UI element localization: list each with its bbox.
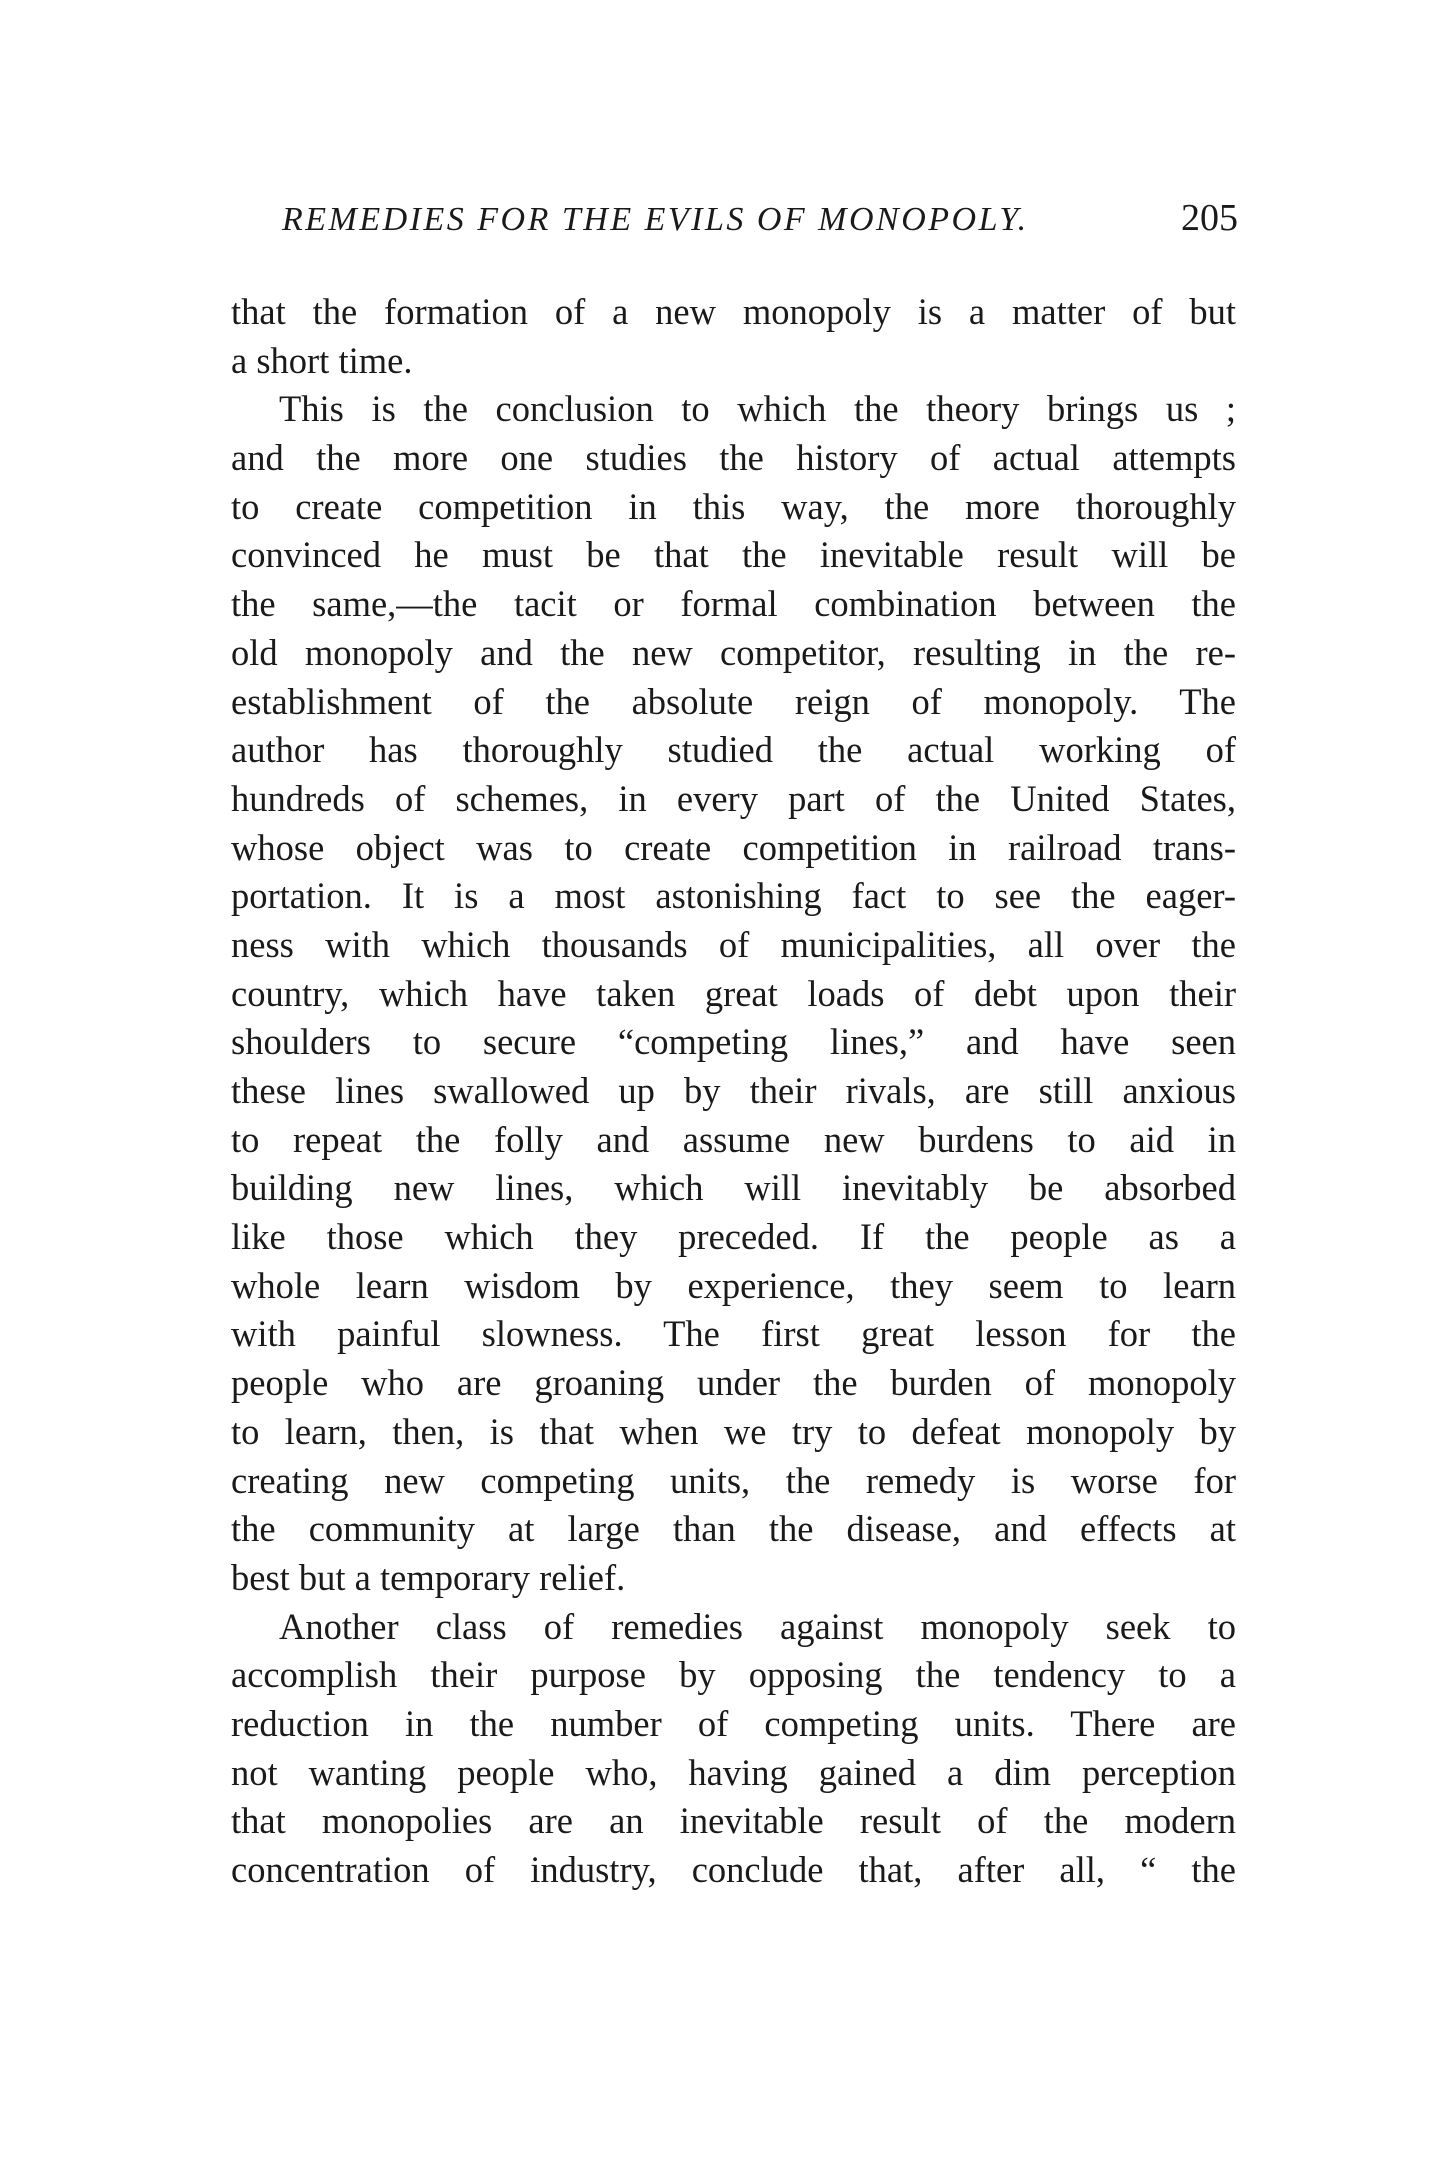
text-line: to learn, then, is that when we try to defeat monopoly by: [231, 1410, 1236, 1452]
running-header: [282, 196, 1238, 240]
text-line: to repeat the folly and assume new burdens to aid in: [231, 1118, 1236, 1160]
text-line: author has thoroughly studied the actual working of: [231, 729, 1236, 771]
text-line: whose object was to create competition in railroad trans-: [231, 826, 1236, 868]
text-line: these lines swallowed up by their rivals, are still anxious: [231, 1070, 1236, 1111]
text-line: country, which have taken great loads of debt upon their: [231, 972, 1236, 1014]
text-line: building new lines, which will inevitably be absorbed: [231, 1167, 1236, 1209]
text-line: establishment of the absolute reign of monopoly. The: [231, 680, 1236, 722]
text-line: like those which they preceded. If the people as a: [231, 1216, 1236, 1258]
text-line: creating new competing units, the remedy is worse for: [231, 1459, 1236, 1501]
text-line: to create competition in this way, the more thoroughly: [231, 485, 1236, 527]
text-line: best but a temporary relief.: [231, 1556, 626, 1598]
text-line: convinced he must be that the inevitable result will be: [231, 534, 1236, 576]
text-line: reduction in the number of competing units. There are: [231, 1702, 1236, 1744]
text-line: This is the conclusion to which the theory brings us ;: [279, 388, 1236, 430]
text-line: portation. It is a most astonishing fact to see the eager-: [231, 875, 1236, 917]
text-line: with painful slowness. The first great lesson for the: [231, 1313, 1236, 1355]
text-line: shoulders to secure “competing lines,” and have seen: [231, 1021, 1236, 1063]
text-line: ness with which thousands of municipalities, all over the: [231, 923, 1236, 965]
page-number: 205: [1181, 197, 1238, 239]
text-line: Another class of remedies against monopoly seek to: [279, 1605, 1236, 1647]
text-line: that the formation of a new monopoly is a matter of but: [231, 291, 1236, 332]
body-text: [231, 288, 1236, 1895]
text-line: old monopoly and the new competitor, resulting in the re-: [231, 631, 1236, 673]
text-line: people who are groaning under the burden of monopoly: [231, 1362, 1236, 1404]
text-line: the same,—the tacit or formal combination between the: [231, 583, 1236, 625]
text-line: a short time.: [231, 339, 413, 381]
text-line: the community at large than the disease, and effects at: [231, 1508, 1236, 1550]
text-line: not wanting people who, having gained a dim perception: [231, 1751, 1236, 1793]
text-line: hundreds of schemes, in every part of the United States,: [231, 777, 1236, 819]
text-line: accomplish their purpose by opposing the tendency to a: [231, 1654, 1236, 1696]
running-title: REMEDIES FOR THE EVILS OF MONOPOLY.: [282, 201, 1029, 238]
text-line: that monopolies are an inevitable result of the modern: [231, 1800, 1236, 1842]
text-line: and the more one studies the history of actual attempts: [231, 437, 1236, 479]
text-line: whole learn wisdom by experience, they seem to learn: [231, 1264, 1236, 1306]
text-line: concentration of industry, conclude that, after all, “ the: [231, 1849, 1236, 1890]
